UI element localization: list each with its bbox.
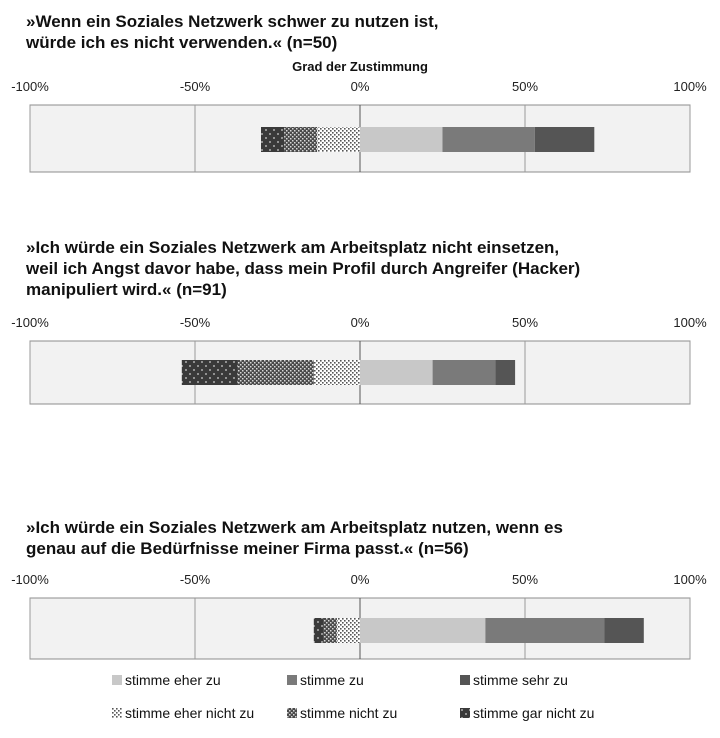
chart-2 xyxy=(11,315,707,404)
bar-segment-sehr-zu xyxy=(535,127,594,152)
bar-segment-nicht xyxy=(324,618,337,643)
x-tick-label: -100% xyxy=(11,79,49,94)
bar-segment-zu xyxy=(485,618,604,643)
x-tick-label: -50% xyxy=(179,79,211,94)
x-tick-label: 50% xyxy=(511,315,539,330)
bar-segment-zu xyxy=(443,127,535,152)
legend-label: stimme gar nicht zu xyxy=(473,705,595,721)
bar-segment-sehr-zu xyxy=(495,360,515,385)
x-tick-label: 0% xyxy=(350,572,370,587)
chart-2-title-line: »Ich würde ein Soziales Netzwerk am Arbeitsplatz nicht einsetzen, xyxy=(26,238,560,257)
x-tick-label: 0% xyxy=(350,79,370,94)
chart-1 xyxy=(11,79,707,172)
legend-label: stimme sehr zu xyxy=(473,672,568,688)
chart-3-title-line: »Ich würde ein Soziales Netzwerk am Arbeitsplatz nutzen, wenn es xyxy=(26,518,563,537)
x-tick-label: 100% xyxy=(673,572,707,587)
bar-segment-zu xyxy=(433,360,496,385)
legend-swatch xyxy=(287,675,297,685)
legend-label: stimme eher zu xyxy=(125,672,221,688)
bar-segment-eher-zu xyxy=(360,360,433,385)
x-tick-label: -100% xyxy=(11,315,49,330)
chart-1-title-line: »Wenn ein Soziales Netzwerk schwer zu nutzen ist, xyxy=(26,12,439,31)
x-tick-label: -50% xyxy=(179,315,211,330)
chart-3-title-line: genau auf die Bedürfnisse meiner Firma passt.« (n=56) xyxy=(26,539,469,558)
chart-2-title-line: manipuliert wird.« (n=91) xyxy=(26,280,227,299)
bar-segment-eher-nicht xyxy=(317,127,360,152)
legend-swatch xyxy=(112,675,122,685)
legend-swatch xyxy=(460,708,470,718)
bar-segment-eher-zu xyxy=(360,127,443,152)
chart-subtitle: Grad der Zustimmung xyxy=(292,59,428,74)
x-tick-label: 50% xyxy=(511,572,539,587)
chart-1-title-line: würde ich es nicht verwenden.« (n=50) xyxy=(26,33,338,52)
legend-label: stimme nicht zu xyxy=(300,705,398,721)
legend-swatch xyxy=(460,675,470,685)
bar-segment-gar-nicht xyxy=(261,127,284,152)
x-tick-label: 50% xyxy=(511,79,539,94)
x-tick-label: 0% xyxy=(350,315,370,330)
x-tick-label: -100% xyxy=(11,572,49,587)
legend-label: stimme eher nicht zu xyxy=(125,705,255,721)
x-tick-label: 100% xyxy=(673,315,707,330)
chart-3 xyxy=(11,572,707,659)
bar-segment-nicht xyxy=(238,360,314,385)
legend-label: stimme zu xyxy=(300,672,364,688)
legend-swatch xyxy=(287,708,297,718)
bar-segment-eher-nicht xyxy=(337,618,360,643)
bar-segment-nicht xyxy=(284,127,317,152)
legend-swatch xyxy=(112,708,122,718)
bar-segment-eher-zu xyxy=(360,618,485,643)
x-tick-label: 100% xyxy=(673,79,707,94)
bar-segment-eher-nicht xyxy=(314,360,360,385)
bar-segment-sehr-zu xyxy=(604,618,644,643)
bar-segment-gar-nicht xyxy=(182,360,238,385)
chart-2-title-line: weil ich Angst davor habe, dass mein Profil durch Angreifer (Hacker) xyxy=(26,259,581,278)
x-tick-label: -50% xyxy=(179,572,211,587)
bar-segment-gar-nicht xyxy=(314,618,324,643)
